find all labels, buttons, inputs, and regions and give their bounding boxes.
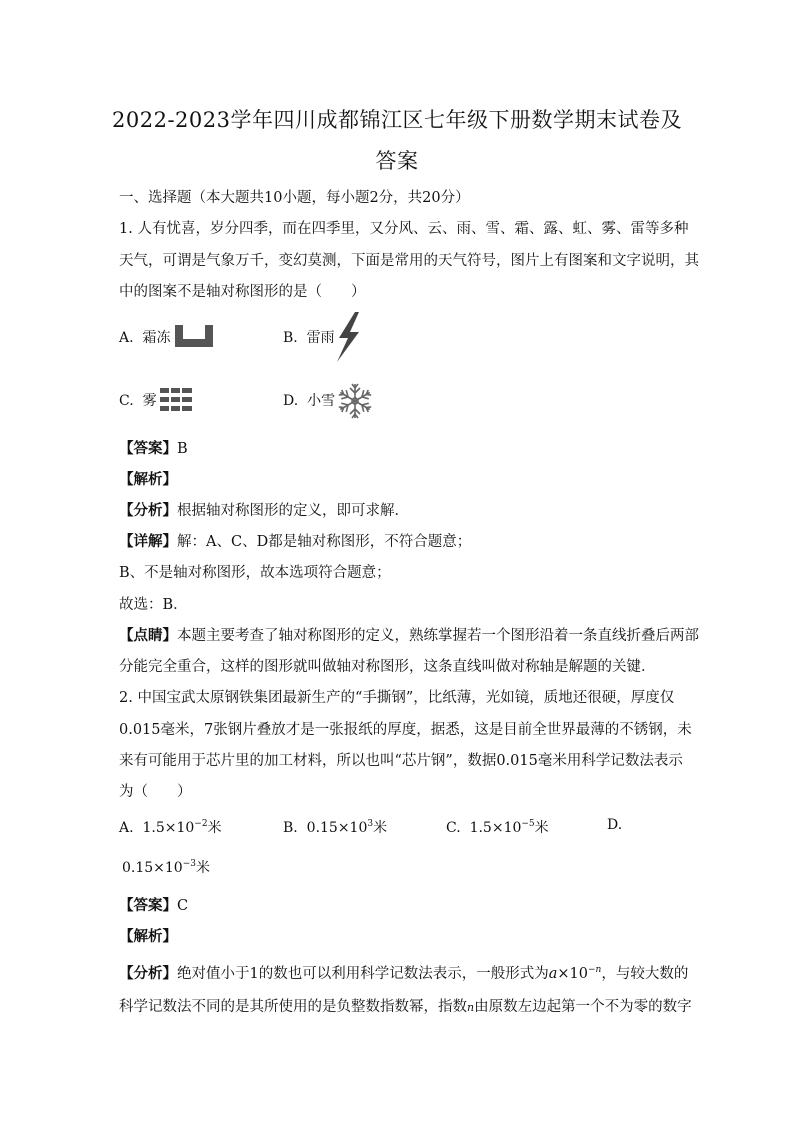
dianjing-text: 本题主要考查了轴对称图形的定义，熟练掌握若一个图形沿着一条直线折叠后两部 bbox=[177, 628, 699, 644]
q2-line2: 0.015毫米，7张钢片叠放才是一张报纸的厚度，据悉，这是目前全世界最薄的不锈钢，未 bbox=[119, 722, 692, 738]
q2-option-a bbox=[119, 817, 222, 837]
option-letter: B. bbox=[283, 820, 298, 836]
option-label: 小雪 bbox=[307, 393, 336, 409]
option-exponent: −2 bbox=[194, 819, 208, 829]
option-label: 雷雨 bbox=[306, 330, 335, 346]
fenxi-text: 根据轴对称图形的定义，即可求解． bbox=[177, 503, 409, 519]
fenxi-text: 科学记数法不同的是其所使用的是负整数指数幂，指数 bbox=[119, 999, 467, 1015]
fenxi-text-end: ，与较大数的 bbox=[601, 966, 689, 982]
q2-option-b bbox=[283, 817, 387, 837]
doc-title-line2: 答案 bbox=[375, 149, 419, 173]
option-base: 1.5×10 bbox=[142, 820, 195, 836]
option-unit: 米 bbox=[207, 820, 222, 836]
formula-n: n bbox=[467, 1001, 475, 1014]
q1-choose: 故选：B． bbox=[119, 597, 188, 613]
answer-value: C bbox=[177, 898, 189, 914]
q2-fenxi-1 bbox=[119, 962, 688, 983]
q1-line-b: B、不是轴对称图形，故本选项符合题意； bbox=[119, 565, 391, 581]
q2-line3: 来有可能用于芯片里的加工材料，所以也叫“芯片钢”，数据0.015毫米用科学记数法表示 bbox=[119, 753, 683, 769]
q2-analysis-tag: 【解析】 bbox=[119, 928, 177, 945]
q1-option-a bbox=[119, 327, 170, 347]
formula-exp: −n bbox=[588, 965, 602, 975]
answer-tag: 【答案】 bbox=[119, 897, 177, 914]
option-unit: 米 bbox=[534, 820, 549, 836]
q2-line1: 2. 中国宝武太原钢铁集团最新生产的“手撕钢”，比纸薄，光如镜，质地还很硬，厚度仅 bbox=[119, 690, 675, 706]
fog-icon bbox=[160, 388, 192, 411]
option-base: 1.5×10 bbox=[469, 820, 522, 836]
q1-analysis-tag: 【解析】 bbox=[119, 471, 177, 488]
option-unit: 米 bbox=[373, 820, 388, 836]
q2-line4: 为（ ） bbox=[119, 784, 192, 800]
q1-fenxi bbox=[119, 499, 409, 520]
option-unit: 米 bbox=[196, 860, 210, 876]
q2-fenxi-2 bbox=[119, 995, 692, 1016]
frost-icon bbox=[175, 325, 213, 347]
q2-option-d bbox=[122, 857, 210, 877]
q1-option-c bbox=[119, 390, 157, 410]
xiangjie-text: 解：A、C、D都是轴对称图形，不符合题意； bbox=[177, 534, 472, 550]
fenxi-tag: 【分析】 bbox=[119, 965, 177, 982]
q1-line2: 天气，可谓是气象万千，变幻莫测，下面是常用的天气符号，图片上有图案和文字说明，其 bbox=[119, 253, 699, 269]
option-exponent: −3 bbox=[182, 859, 196, 869]
option-letter: A. bbox=[119, 820, 134, 836]
option-exponent: 3 bbox=[367, 819, 374, 829]
option-letter: B. bbox=[283, 330, 298, 346]
option-exponent: −5 bbox=[521, 819, 535, 829]
q1-answer bbox=[119, 437, 188, 458]
q1-dianjing-2: 分能完全重合，这样的图形就叫做轴对称图形，这条直线叫做对称轴是解题的关键． bbox=[119, 659, 656, 675]
formula-mid: ×10 bbox=[557, 966, 588, 982]
answer-tag: 【答案】 bbox=[119, 440, 177, 457]
option-base: 0.15×10 bbox=[306, 820, 368, 836]
xiangjie-tag: 【详解】 bbox=[119, 533, 177, 550]
snowflake-icon bbox=[334, 380, 376, 422]
fenxi-text-end: 由原数左边起第一个不为零的数字 bbox=[474, 999, 692, 1015]
option-label: 霜冻 bbox=[142, 330, 171, 346]
q1-option-b bbox=[283, 327, 335, 347]
option-letter: A. bbox=[119, 330, 134, 346]
q1-dianjing-1 bbox=[119, 624, 699, 645]
lightning-icon bbox=[335, 312, 361, 362]
section-heading: 一、选择题（本大题共10小题，每小题2分，共20分） bbox=[119, 190, 470, 206]
option-label: 雾 bbox=[142, 393, 157, 409]
q2-option-c bbox=[446, 817, 549, 837]
q1-xiangjie bbox=[119, 530, 471, 551]
q1-option-d bbox=[283, 390, 335, 410]
fenxi-tag: 【分析】 bbox=[119, 502, 177, 519]
q1-line3: 中的图案不是轴对称图形的是（ ） bbox=[119, 284, 366, 300]
option-letter: C. bbox=[446, 820, 461, 836]
fenxi-text: 绝对值小于1的数也可以利用科学记数法表示，一般形式为 bbox=[177, 966, 549, 982]
option-letter: D. bbox=[283, 393, 299, 409]
option-base: 0.15×10 bbox=[122, 860, 183, 876]
dianjing-tag: 【点睛】 bbox=[119, 627, 177, 644]
answer-value: B bbox=[177, 441, 188, 457]
q1-line1: 1. 人有忧喜，岁分四季，而在四季里，又分风、云、雨、雪、霜、露、虹、雾、雷等多种 bbox=[119, 221, 689, 237]
formula-a: a bbox=[548, 966, 558, 982]
doc-title-line1: 2022-2023学年四川成都锦江区七年级下册数学期末试卷及 bbox=[112, 108, 682, 132]
option-letter: C. bbox=[119, 393, 134, 409]
q2-option-d-letter: D. bbox=[607, 817, 623, 833]
q2-answer bbox=[119, 894, 188, 915]
